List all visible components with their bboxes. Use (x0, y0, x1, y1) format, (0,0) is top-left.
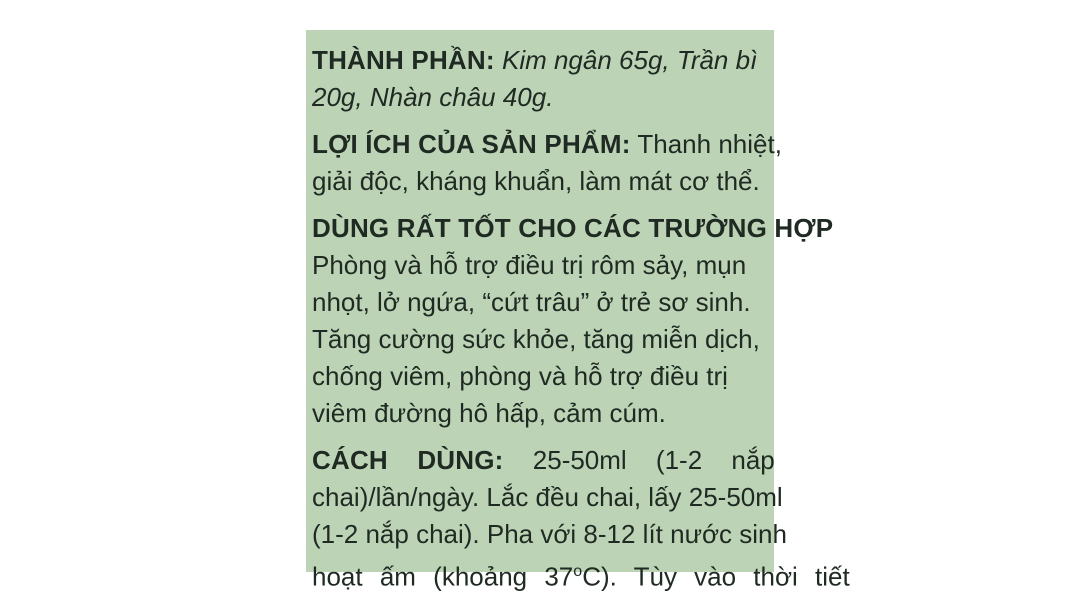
uses-line-3: Tăng cường sức khỏe, tăng miễn dịch, (312, 324, 760, 354)
ingredients-line-1 (312, 42, 932, 79)
directions-line-2: chai)/lần/ngày. Lắc đều chai, lấy 25-50ml (312, 482, 783, 512)
ingredients-heading: THÀNH PHẦN: (312, 45, 495, 75)
benefits-line-2: giải độc, kháng khuẩn, làm mát cơ thể. (312, 166, 760, 196)
benefits-section (312, 126, 932, 200)
benefits-heading: LỢI ÍCH CỦA SẢN PHẨM: (312, 129, 631, 159)
uses-section (312, 210, 932, 432)
label-text-block (312, 42, 932, 606)
uses-line-4: chống viêm, phòng và hỗ trợ điều trị (312, 361, 728, 391)
ingredients-section (312, 42, 932, 116)
degree-superscript: o (573, 563, 583, 580)
ingredients-text-1: Kim ngân 65g, Trần bì (494, 45, 758, 75)
uses-heading: DÙNG RẤT TỐT CHO CÁC TRƯỜNG HỢP (312, 213, 834, 243)
uses-line-1: Phòng và hỗ trợ điều trị rôm sảy, mụn (312, 250, 747, 280)
directions-line-1 (312, 442, 932, 479)
directions-heading: CÁCH DÙNG: (312, 445, 504, 475)
directions-line-3: (1-2 nắp chai). Pha với 8-12 lít nước sinh (312, 519, 787, 549)
product-label-panel (306, 30, 850, 592)
uses-line-5: viêm đường hô hấp, cảm cúm. (312, 398, 666, 428)
ingredients-text-2: 20g, Nhàn châu 40g. (312, 82, 554, 112)
ingredients-line-2 (312, 79, 932, 116)
benefits-text-1: Thanh nhiệt, (630, 129, 782, 159)
directions-text-4b: C). Tùy vào thời tiết (582, 561, 850, 592)
directions-section (312, 442, 932, 596)
uses-line-2: nhọt, lở ngứa, “cứt trâu” ở trẻ sơ sinh. (312, 287, 751, 317)
directions-line-4 (312, 553, 932, 596)
directions-text-4a: hoạt ấm (khoảng 37 (312, 561, 574, 592)
directions-text-1: 25-50ml (1-2 nắp (503, 445, 775, 475)
benefits-line-1 (312, 126, 932, 163)
